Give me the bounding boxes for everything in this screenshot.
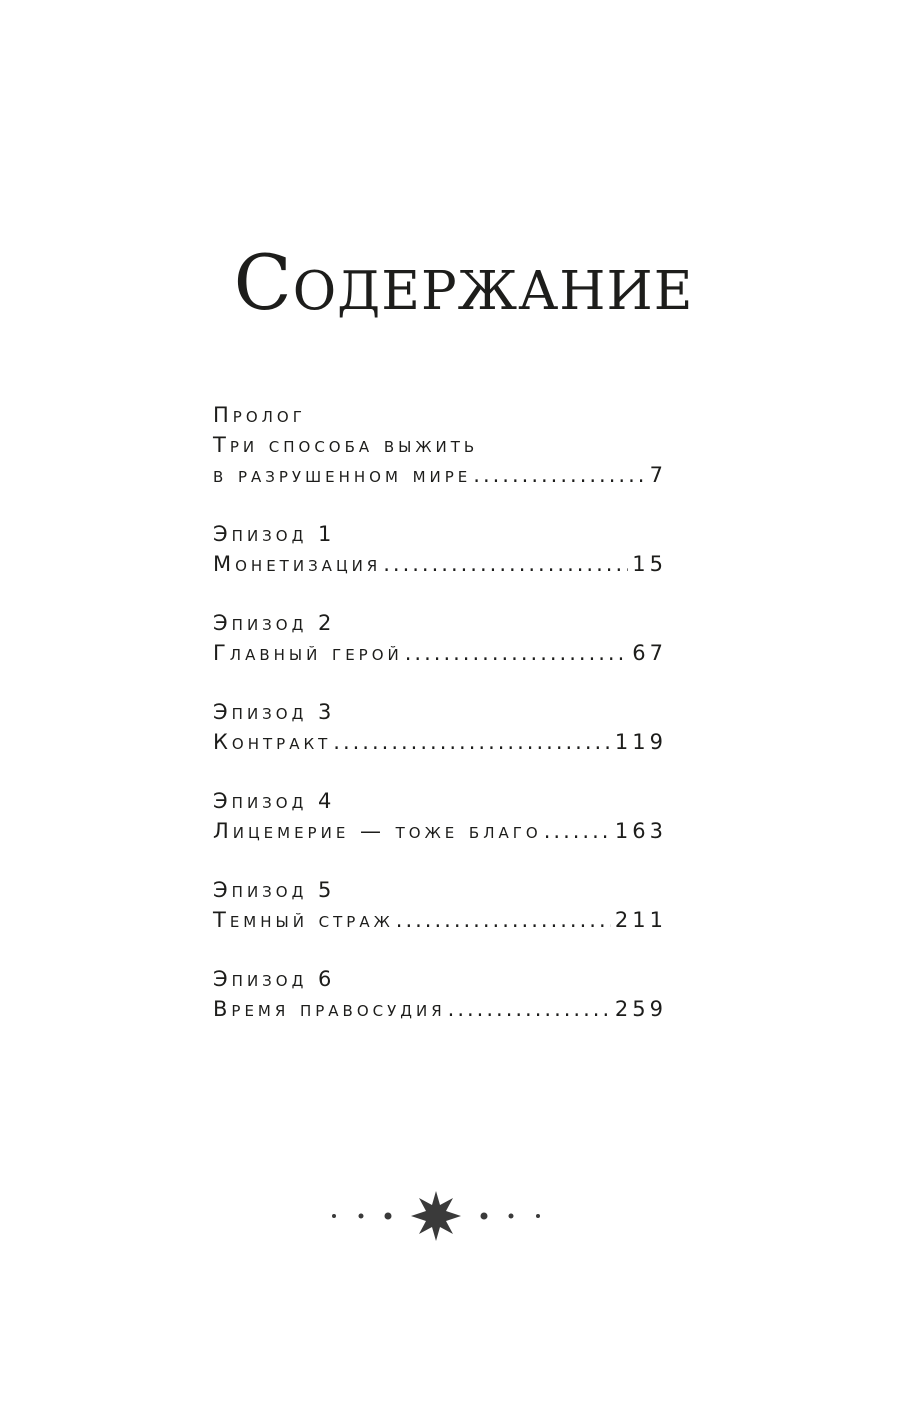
page-number: 7 [649, 463, 667, 487]
leader-dots [473, 460, 645, 490]
page-number: 119 [614, 730, 667, 754]
page-number: 15 [632, 552, 667, 576]
leader-dots [383, 549, 628, 579]
entry-title-line-2: в разрушенном мире [213, 463, 472, 487]
toc-entry-episode-6[interactable] [213, 964, 667, 1024]
entry-label: Эпизод 3 [213, 700, 336, 724]
page-number: 67 [632, 641, 667, 665]
page-number: 211 [614, 908, 667, 932]
decorative-ornament [0, 1190, 915, 1242]
leader-dots [448, 994, 611, 1024]
toc-entry-episode-4[interactable] [213, 786, 667, 846]
table-of-contents [213, 400, 667, 1053]
leader-dots [396, 905, 611, 935]
toc-entry-episode-2[interactable] [213, 608, 667, 668]
entry-label: Эпизод 2 [213, 611, 336, 635]
entry-label: Эпизод 4 [213, 789, 336, 813]
entry-label: Эпизод 5 [213, 878, 336, 902]
star-burst-icon [0, 1190, 915, 1242]
entry-title: Лицемерие — тоже благо [213, 819, 542, 843]
leader-dots [544, 816, 611, 846]
entry-title: Монетизация [213, 552, 382, 576]
entry-title: Время правосудия [213, 997, 446, 1021]
toc-entry-prologue[interactable] [213, 400, 667, 490]
page-number: 163 [614, 819, 667, 843]
page-title: Содержание [233, 238, 694, 327]
entry-label: Пролог [213, 403, 306, 427]
leader-dots [333, 727, 611, 757]
entry-label: Эпизод 6 [213, 967, 336, 991]
entry-title: Контракт [213, 730, 332, 754]
toc-entry-episode-3[interactable] [213, 697, 667, 757]
entry-title: Темный страж [213, 908, 394, 932]
leader-dots [405, 638, 629, 668]
entry-title-line-1: Три способа выжить [213, 433, 479, 457]
toc-entry-episode-1[interactable] [213, 519, 667, 579]
toc-entry-episode-5[interactable] [213, 875, 667, 935]
entry-title: Главный герой [213, 641, 403, 665]
entry-label: Эпизод 1 [213, 522, 336, 546]
page-number: 259 [614, 997, 667, 1021]
